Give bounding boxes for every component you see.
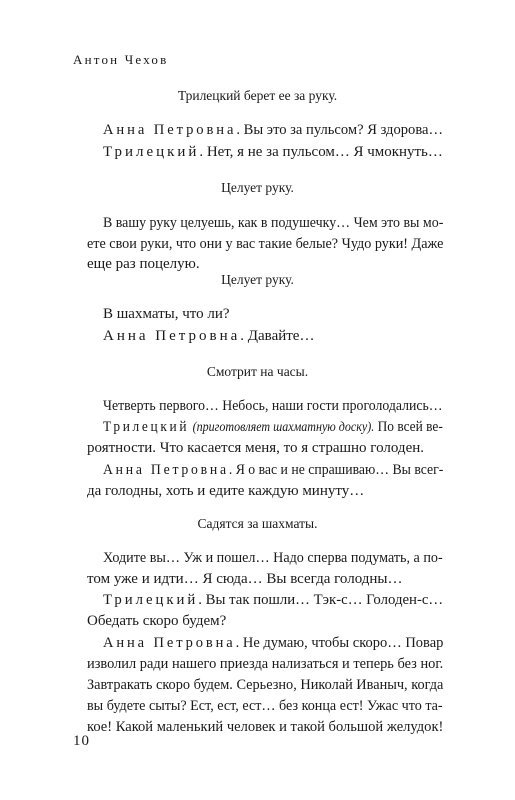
line-text: По всей ве-	[374, 419, 443, 435]
dialogue-line	[103, 398, 443, 415]
dialogue-line	[103, 550, 443, 567]
dialogue-line	[103, 462, 443, 479]
dialogue-line	[103, 635, 443, 652]
line-text: роятности. Что касается меня, то я страшно голоден.	[87, 440, 425, 456]
stage-direction: Смотрит на часы.	[206, 364, 309, 379]
line-text: В вашу руку целуешь, как в подушечку… Чем это вы мо-	[103, 215, 444, 231]
dialogue-line	[87, 483, 364, 500]
line-text: . Вы это за пульсом? Я здорова…	[236, 122, 444, 138]
stage-direction: Трилецкий берет ее за руку.	[177, 88, 338, 103]
dialogue-line	[103, 306, 230, 323]
speaker-name: Анна Петровна	[103, 122, 237, 138]
line-text: Завтракать скоро будем. Серьезно, Николай Иваныч, когда	[87, 677, 444, 693]
dialogue-line	[103, 328, 314, 345]
dialogue-line	[87, 677, 443, 694]
stage-direction: Целует руку.	[221, 272, 294, 287]
speaker-name: Трилецкий	[103, 419, 190, 435]
dialogue-line	[87, 656, 443, 673]
dialogue-line	[87, 698, 443, 715]
line-text: . Не думаю, чтобы скоро… Повар	[235, 635, 444, 651]
stage-direction: Целует руку.	[221, 180, 294, 195]
dialogue-line	[103, 144, 443, 161]
line-text: изволил ради нашего приезда нализаться и теперь без ног.	[87, 656, 444, 672]
dialogue-line	[103, 215, 443, 232]
line-text: да голодны, хоть и едите каждую минуту…	[87, 483, 365, 499]
dialogue-line	[87, 256, 200, 273]
speaker-name: Анна Петровна	[103, 462, 229, 478]
speaker-name: Анна Петровна	[103, 328, 241, 344]
line-text: В шахматы, что ли?	[103, 306, 230, 322]
dialogue-line	[87, 571, 403, 588]
speaker-name: Трилецкий	[103, 144, 200, 160]
line-text: том уже и идти… Я сюда… Вы всегда голодны…	[87, 571, 403, 587]
line-text: . Вы так пошли… Тэк-с… Голоден-с…	[198, 592, 444, 608]
stage-direction: Садятся за шахматы.	[197, 516, 318, 531]
line-text: Ходите вы… Уж и пошел… Надо сперва подумать, а по-	[103, 550, 443, 566]
running-header: Антон Чехов	[73, 52, 169, 67]
dialogue-line	[87, 719, 443, 736]
line-text: ете свои руки, что они у вас такие белые? Чудо руки! Даже	[87, 236, 444, 252]
dialogue-line	[103, 592, 443, 609]
dialogue-line	[87, 440, 424, 457]
speaker-name: Анна Петровна	[103, 635, 236, 651]
page-number: 10	[73, 733, 90, 749]
dialogue-line	[87, 236, 443, 253]
dialogue-line	[103, 122, 443, 139]
line-text: . Давайте…	[240, 328, 315, 344]
line-text: еще раз поцелую.	[87, 256, 200, 272]
line-text: Обедать скоро будем?	[87, 613, 227, 629]
line-text: кое! Какой маленький человек и такой большой желудок!	[87, 719, 444, 735]
line-text: вы будете сыты? Ест, ест, ест… без конца ест! Ужас что та-	[87, 698, 443, 714]
speaker-name: Трилецкий	[103, 592, 199, 608]
line-text: . Я о вас и не спрашиваю… Вы всег-	[228, 462, 444, 478]
stage-direction-inline: (приготовляет шахматную доску).	[192, 419, 375, 434]
dialogue-line	[87, 613, 226, 630]
line-text: Четверть первого… Небось, наши гости проголодались…	[103, 398, 443, 414]
line-text: . Нет, я не за пульсом… Я чмокнуть…	[199, 144, 443, 160]
dialogue-line	[103, 419, 443, 436]
